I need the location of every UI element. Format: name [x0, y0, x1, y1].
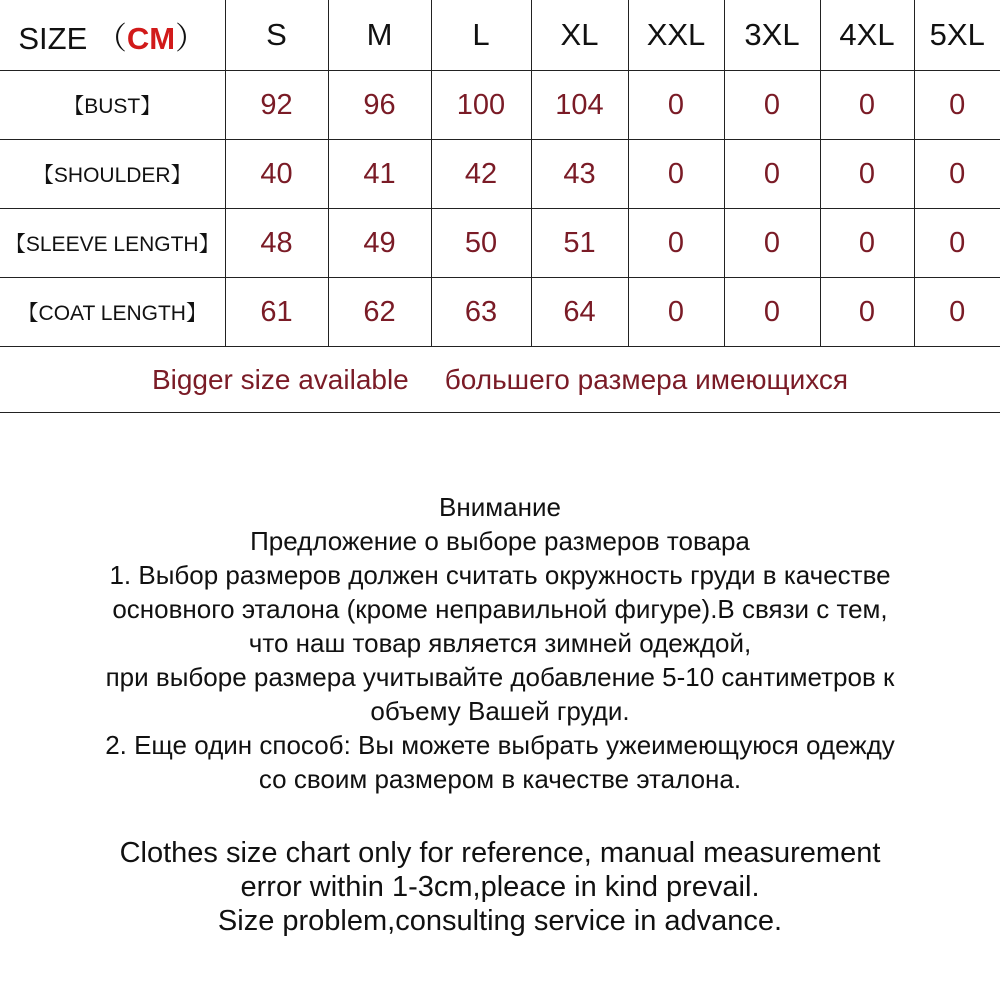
- attention-block: [0, 490, 1000, 796]
- unit-label: CM: [126, 20, 176, 56]
- row-label: 【COAT LENGTH】: [0, 278, 225, 347]
- attention-line: объему Вашей груди.: [370, 696, 630, 726]
- table-cell: 41: [328, 140, 431, 209]
- bigger-size-note: [0, 347, 1000, 413]
- table-cell: 0: [820, 209, 914, 278]
- table-cell: 61: [225, 278, 328, 347]
- size-header-xl: XL: [531, 0, 628, 71]
- size-chart-table: [0, 0, 1000, 413]
- open-paren: （: [95, 20, 127, 56]
- table-cell: 0: [628, 209, 724, 278]
- attention-line: основного эталона (кроме неправильной фигуре).В связи с тем,: [112, 594, 888, 624]
- attention-line: со своим размером в качестве эталона.: [258, 764, 742, 794]
- table-cell: 63: [431, 278, 531, 347]
- attention-line: при выборе размера учитывайте добавление 5-10 сантиметров к: [105, 662, 895, 692]
- bigger-size-row: [0, 347, 1000, 413]
- table-cell: 104: [531, 71, 628, 140]
- table-cell: 0: [628, 278, 724, 347]
- table-row-bust: [0, 71, 1000, 140]
- table-cell: 0: [724, 209, 820, 278]
- table-cell: 49: [328, 209, 431, 278]
- disclaimer-line: error within 1-3cm,pleace in kind prevail.: [240, 871, 760, 903]
- table-cell: 48: [225, 209, 328, 278]
- table-cell: 64: [531, 278, 628, 347]
- attention-line: 1. Выбор размеров должен считать окружность груди в качестве: [109, 560, 891, 590]
- table-cell: 100: [431, 71, 531, 140]
- table-cell: 62: [328, 278, 431, 347]
- disclaimer-line: Size problem,consulting service in advance.: [217, 905, 783, 937]
- size-unit-header: [0, 0, 225, 71]
- size-header-xxl: XXL: [628, 0, 724, 71]
- table-row-sleeve-length: [0, 209, 1000, 278]
- size-header-m: M: [328, 0, 431, 71]
- row-label: 【SHOULDER】: [0, 140, 225, 209]
- size-label: SIZE: [18, 20, 88, 56]
- row-label: 【SLEEVE LENGTH】: [0, 209, 225, 278]
- table-cell: 51: [531, 209, 628, 278]
- size-header-4xl: 4XL: [820, 0, 914, 71]
- table-cell: 0: [628, 71, 724, 140]
- attention-line: Предложение о выборе размеров товара: [250, 526, 750, 556]
- size-header-3xl: 3XL: [724, 0, 820, 71]
- table-cell: 0: [914, 278, 1000, 347]
- table-row-shoulder: [0, 140, 1000, 209]
- table-cell: 0: [724, 278, 820, 347]
- table-cell: 0: [914, 209, 1000, 278]
- size-header-row: [0, 0, 1000, 71]
- table-cell: 0: [724, 140, 820, 209]
- size-header-s: S: [225, 0, 328, 71]
- table-cell: 92: [225, 71, 328, 140]
- table-cell: 0: [914, 71, 1000, 140]
- attention-line: что наш товар является зимней одеждой,: [248, 628, 752, 658]
- table-cell: 0: [820, 71, 914, 140]
- disclaimer-line: Clothes size chart only for reference, manual measurement: [119, 837, 881, 869]
- table-cell: 0: [628, 140, 724, 209]
- table-cell: 0: [820, 140, 914, 209]
- attention-title: Внимание: [439, 492, 561, 522]
- size-header-5xl: 5XL: [914, 0, 1000, 71]
- table-cell: 43: [531, 140, 628, 209]
- table-cell: 42: [431, 140, 531, 209]
- close-paren: ）: [175, 20, 207, 56]
- bigger-size-note-en: Bigger size available: [151, 363, 409, 395]
- table-row-coat-length: [0, 278, 1000, 347]
- disclaimer-block: [0, 836, 1000, 938]
- table-cell: 50: [431, 209, 531, 278]
- table-cell: 40: [225, 140, 328, 209]
- table-cell: 96: [328, 71, 431, 140]
- attention-line: 2. Еще один способ: Вы можете выбрать ужеимеющуюся одежду: [105, 730, 895, 760]
- table-cell: 0: [914, 140, 1000, 209]
- size-header-l: L: [431, 0, 531, 71]
- bigger-size-note-ru: большего размера имеющихся: [444, 363, 849, 395]
- row-label: 【BUST】: [0, 71, 225, 140]
- table-cell: 0: [820, 278, 914, 347]
- table-cell: 0: [724, 71, 820, 140]
